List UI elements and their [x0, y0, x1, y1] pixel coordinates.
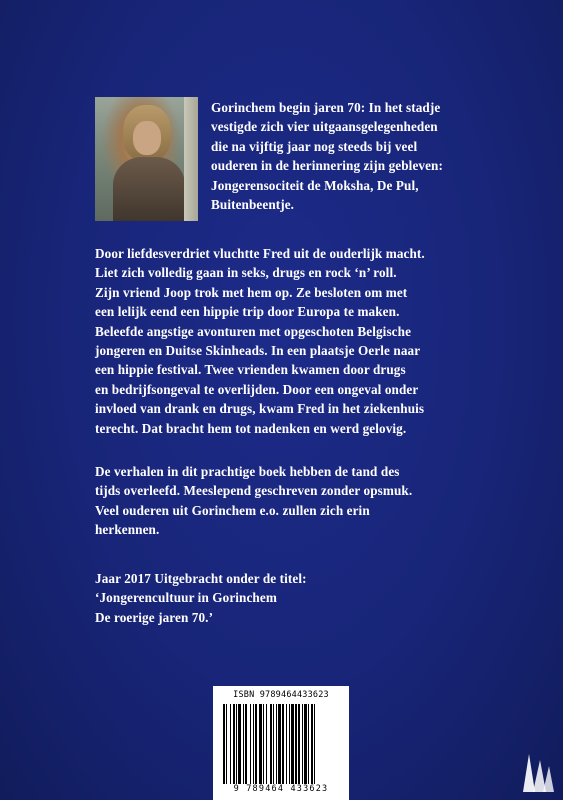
- blurb-line: Beleefde angstige avonturen met opgeschoten Belgische: [95, 323, 412, 339]
- blurb-line: Gorinchem begin jaren 70: In het stadje: [211, 100, 441, 115]
- blurb-paragraph-1: [211, 98, 443, 214]
- blurb-line: die na vijftig jaar nog steeds bij veel: [211, 138, 418, 154]
- blurb-line: Veel ouderen uit Gorinchem e.o. zullen zich erin: [95, 502, 370, 518]
- blurb-line: jongeren en Duitse Skinheads. In een plaatsje Oerle naar: [95, 343, 421, 359]
- blurb-line: tijds overleefd. Meeslepend geschreven zonder opsmuk.: [95, 483, 413, 499]
- isbn-label: ISBN 9789464433623: [233, 690, 329, 700]
- photo-face: [133, 121, 161, 155]
- blurb-line: Jongerensociteit de Moksha, De Pul,: [211, 177, 419, 193]
- blurb-line: invloed van drank en drugs, kwam Fred in het ziekenhuis: [95, 401, 425, 417]
- blurb-line: terecht. Dat bracht hem tot nadenken en werd gelovig.: [95, 420, 407, 436]
- author-photo: [95, 97, 198, 221]
- isbn-barcode: [213, 686, 349, 800]
- blurb-line: Buitenbeentje.: [211, 197, 295, 213]
- barcode-bars: [223, 704, 339, 784]
- blurb-line: De verhalen in dit prachtige boek hebben de tand des: [95, 464, 400, 479]
- blurb-line: Door liefdesverdriet vluchtte Fred uit de ouderlijk macht.: [95, 246, 425, 261]
- blurb-line: een lelijk eend een hippie trip door Europa te maken.: [95, 304, 400, 320]
- blurb-line: ouderen in de herinnering zijn gebleven:: [211, 158, 443, 174]
- isbn-digits: 9 789464 433623: [233, 784, 329, 794]
- blurb-line: Jaar 2017 Uitgebracht onder de titel:: [95, 571, 307, 586]
- blurb-line: Zijn vriend Joop trok met hem op. Ze besloten om met: [95, 284, 408, 300]
- publisher-logo-icon: [519, 752, 555, 794]
- blurb-line: en bedrijfsongeval te overlijden. Door een ongeval onder: [95, 381, 419, 397]
- blurb-line: De roerige jaren 70.’: [95, 609, 214, 625]
- blurb-line: een hippie festival. Twee vrienden kwamen door drugs: [95, 362, 406, 378]
- blurb-paragraph-2: [95, 244, 425, 438]
- blurb-line: ‘Jongerencultuur in Gorinchem: [95, 590, 277, 606]
- blurb-line: vestigde zich vier uitgaansgelegenheden: [211, 119, 438, 135]
- photo-body: [113, 157, 185, 221]
- blurb-line: Liet zich volledig gaan in seks, drugs en rock ‘n’ roll.: [95, 265, 397, 281]
- photo-frame-edge: [184, 97, 198, 221]
- blurb-paragraph-3: [95, 462, 412, 540]
- blurb-paragraph-4: [95, 569, 307, 627]
- blurb-line: herkennen.: [95, 522, 160, 538]
